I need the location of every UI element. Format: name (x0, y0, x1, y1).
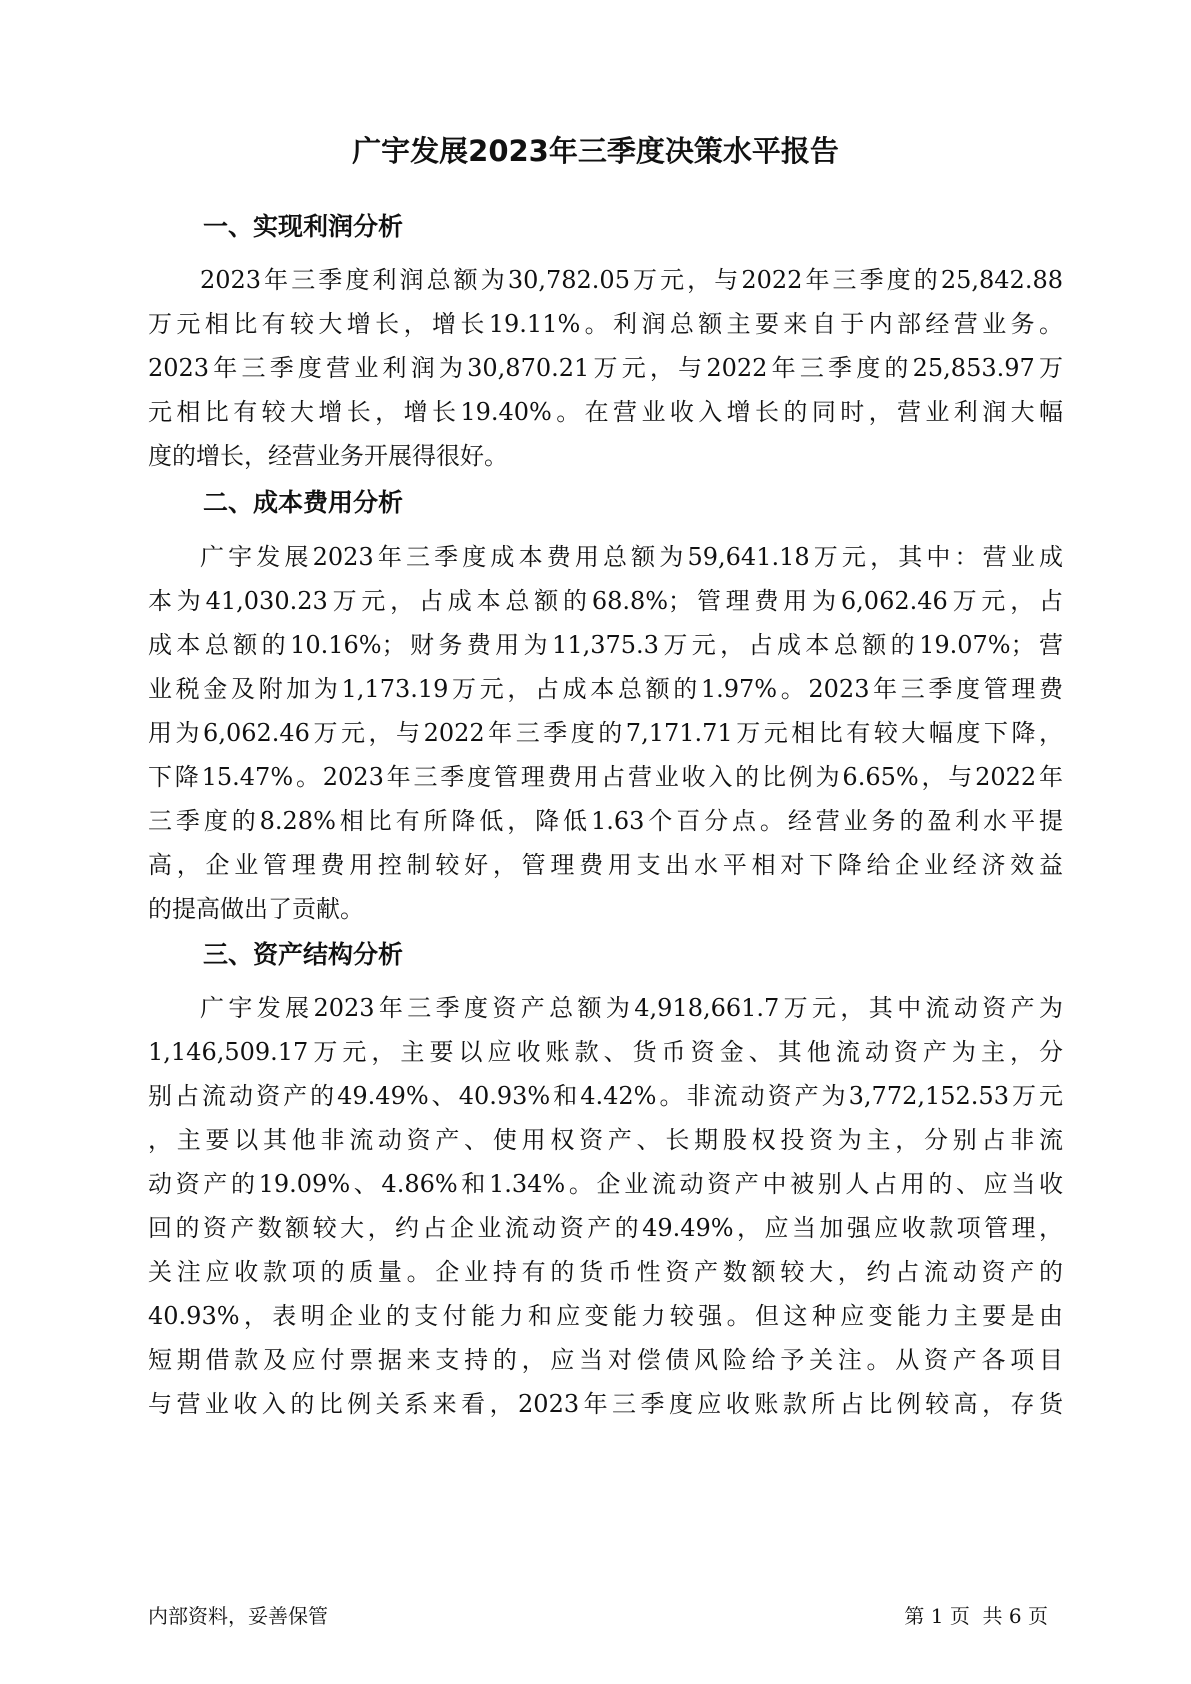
paragraph-line: 业税金及附加为1,173.19万元，占成本总额的1.97%。2023年三季度管理费 (148, 675, 1063, 703)
section-heading-profit: 一、实现利润分析 (203, 212, 404, 241)
paragraph-line: 万元相比有较大增长，增长19.11%。利润总额主要来自于内部经营业务。 (148, 310, 1063, 338)
section-heading-assets: 三、资产结构分析 (203, 940, 404, 969)
paragraph-line: 短期借款及应付票据来支持的，应当对偿债风险给予关注。从资产各项目 (148, 1346, 1063, 1374)
section-body-cost (148, 535, 1063, 931)
paragraph-line: 广宇发展2023年三季度资产总额为4,918,661.7万元，其中流动资产为 (200, 994, 1063, 1022)
paragraph-line: 的提高做出了贡献。 (148, 895, 364, 923)
paragraph-line: 动资产的19.09%、4.86%和1.34%。企业流动资产中被别人占用的、应当收 (148, 1170, 1063, 1198)
section-body-assets (148, 986, 1063, 1426)
paragraph-line: 下降15.47%。2023年三季度管理费用占营业收入的比例为6.65%，与2022年 (148, 763, 1063, 791)
paragraph-line: 元相比有较大增长，增长19.40%。在营业收入增长的同时，营业利润大幅 (148, 398, 1063, 426)
section-body-profit (148, 258, 1063, 478)
paragraph-line: 2023年三季度利润总额为30,782.05万元，与2022年三季度的25,842.88 (200, 266, 1063, 294)
paragraph-line: 广宇发展2023年三季度成本费用总额为59,641.18万元，其中：营业成 (200, 543, 1063, 571)
paragraph-line: 关注应收款项的质量。企业持有的货币性资产数额较大，约占流动资产的 (148, 1258, 1063, 1286)
paragraph-line: 与营业收入的比例关系来看，2023年三季度应收账款所占比例较高，存货 (148, 1390, 1063, 1418)
footer-confidential-note: 内部资料，妥善保管 (148, 1604, 328, 1628)
paragraph-line: 用为6,062.46万元，与2022年三季度的7,171.71万元相比有较大幅度下降， (148, 719, 1063, 747)
paragraph-line: 别占流动资产的49.49%、40.93%和4.42%。非流动资产为3,772,152.53万元 (148, 1082, 1063, 1110)
paragraph-line: ，主要以其他非流动资产、使用权资产、长期股权投资为主，分别占非流 (148, 1126, 1063, 1154)
paragraph-line: 2023年三季度营业利润为30,870.21万元，与2022年三季度的25,853.97万 (148, 354, 1063, 382)
footer-page-number: 第 1 页 共 6 页 (904, 1604, 1048, 1628)
paragraph-line: 回的资产数额较大，约占企业流动资产的49.49%，应当加强应收款项管理， (148, 1214, 1063, 1242)
paragraph-line: 40.93%，表明企业的支付能力和应变能力较强。但这种应变能力主要是由 (148, 1302, 1063, 1330)
paragraph-line: 三季度的8.28%相比有所降低，降低1.63个百分点。经营业务的盈利水平提 (148, 807, 1063, 835)
paragraph-line: 成本总额的10.16%；财务费用为11,375.3万元，占成本总额的19.07%；营 (148, 631, 1063, 659)
paragraph-line: 度的增长，经营业务开展得很好。 (148, 442, 508, 470)
paragraph-line: 高，企业管理费用控制较好，管理费用支出水平相对下降给企业经济效益 (148, 851, 1063, 879)
document-title: 广宇发展2023年三季度决策水平报告 (352, 134, 839, 168)
section-heading-cost: 二、成本费用分析 (203, 488, 404, 517)
paragraph-line: 1,146,509.17万元，主要以应收账款、货币资金、其他流动资产为主，分 (148, 1038, 1063, 1066)
paragraph-line: 本为41,030.23万元，占成本总额的68.8%；管理费用为6,062.46万元，占 (148, 587, 1063, 615)
